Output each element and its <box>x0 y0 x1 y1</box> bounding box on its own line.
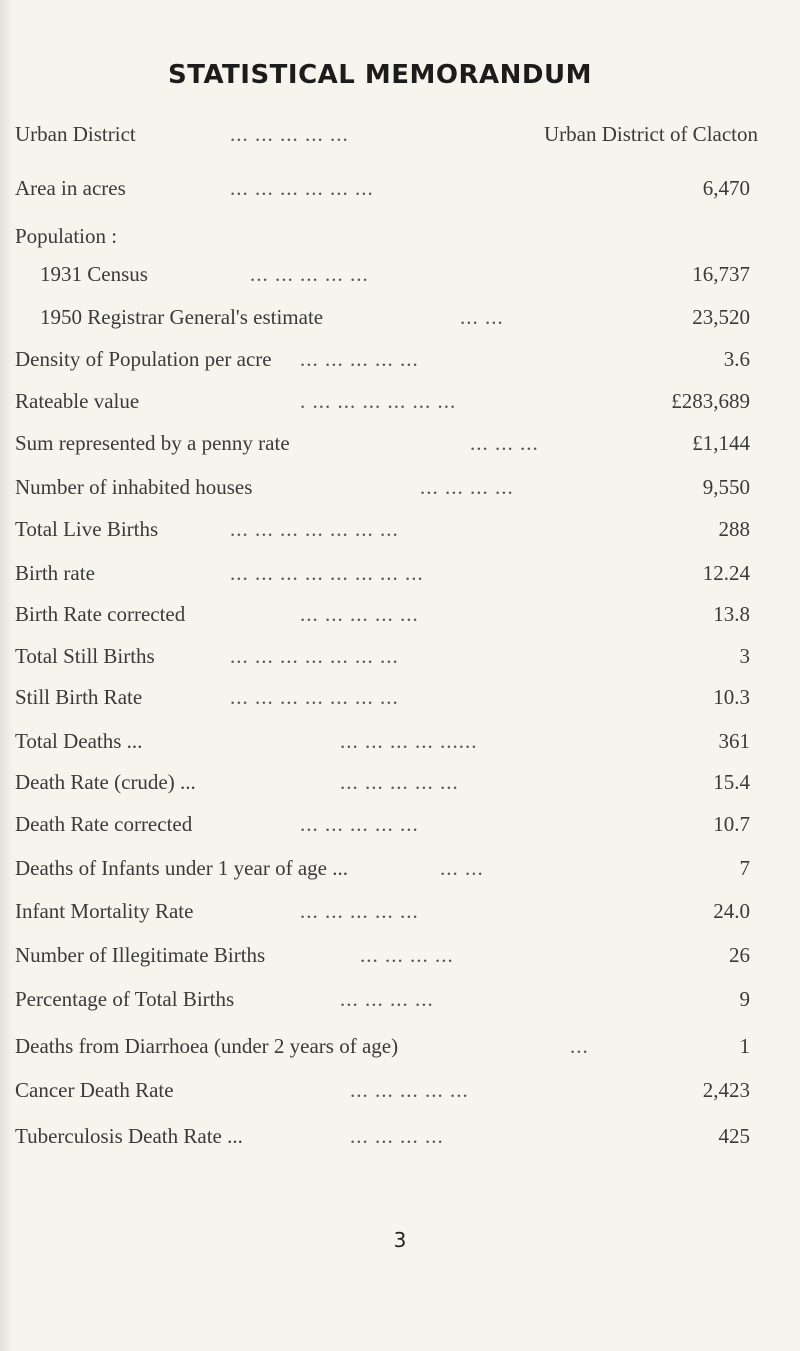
table-row <box>0 894 800 928</box>
table-row <box>0 765 800 799</box>
row-label: Cancer Death Rate <box>15 1078 174 1102</box>
table-row <box>0 384 800 418</box>
row-value: 9 <box>739 987 750 1011</box>
row-label: Sum represented by a penny rate <box>15 431 290 455</box>
row-value: 288 <box>718 517 750 541</box>
dot-leader: ... ... ... ... <box>420 475 514 499</box>
dot-leader: ... <box>570 1034 589 1058</box>
row-label: Deaths from Diarrhoea (under 2 years of age) <box>15 1034 399 1058</box>
dot-leader: ... ... ... ... ... <box>300 812 419 836</box>
row-label: Density of Population per acre <box>15 347 272 371</box>
row-value: 3.6 <box>723 347 750 371</box>
row-label: Death Rate (crude) ... <box>15 770 196 794</box>
row-value: 3 <box>739 644 750 668</box>
page-number: 3 <box>393 1228 407 1252</box>
row-value: 10.7 <box>713 812 750 836</box>
row-label: Urban District <box>15 122 136 146</box>
row-value: 15.4 <box>713 770 750 794</box>
table-row <box>0 257 800 291</box>
row-value: 2,423 <box>702 1078 750 1102</box>
dot-leader: ... ... <box>440 856 484 880</box>
row-value: 10.3 <box>713 685 750 709</box>
table-row <box>0 426 800 460</box>
table-row <box>0 938 800 972</box>
dot-leader: ... ... ... ... ... <box>350 1078 469 1102</box>
row-label: Area in acres <box>15 176 126 200</box>
row-label: Total Live Births <box>15 517 159 541</box>
row-value: 361 <box>718 729 750 753</box>
row-label: Number of Illegitimate Births <box>15 943 266 967</box>
table-row <box>0 639 800 673</box>
table-row <box>0 219 800 253</box>
row-label: Still Birth Rate <box>15 685 143 709</box>
row-value: 24.0 <box>713 899 750 923</box>
row-value: 12.24 <box>702 561 750 585</box>
row-label: Percentage of Total Births <box>15 987 235 1011</box>
dot-leader: . ... ... ... ... ... ... <box>300 389 457 413</box>
table-row <box>0 724 800 758</box>
dot-leader: ... ... ... ... ... ... ... <box>230 517 399 541</box>
table-row <box>0 300 800 334</box>
row-label: Infant Mortality Rate <box>15 899 194 923</box>
row-value: Urban District of Clacton <box>543 122 758 146</box>
table-row <box>0 807 800 841</box>
row-value: 26 <box>729 943 750 967</box>
row-value: 1 <box>739 1034 750 1058</box>
row-value: 425 <box>718 1124 750 1148</box>
table-row <box>0 851 800 885</box>
dot-leader: ... ... ... ... ... <box>300 899 419 923</box>
table-row <box>0 982 800 1016</box>
table-row <box>0 342 800 376</box>
dot-leader: ... ... ... ... <box>340 987 434 1011</box>
table-row <box>0 1119 800 1153</box>
row-label: Deaths of Infants under 1 year of age ... <box>15 856 348 880</box>
dot-leader: ... ... ... <box>470 431 539 455</box>
dot-leader: ... ... ... ... ... ... ... ... <box>230 561 424 585</box>
row-value: 16,737 <box>692 262 750 286</box>
dot-leader: ... ... ... ... ... <box>230 122 349 146</box>
row-label: Total Deaths ... <box>15 729 143 753</box>
row-label: 1931 Census <box>40 262 148 286</box>
table-row <box>0 470 800 504</box>
table-row <box>0 117 800 151</box>
dot-leader: ... ... <box>460 305 504 329</box>
row-label: Tuberculosis Death Rate ... <box>15 1124 243 1148</box>
row-label: Birth rate <box>15 561 95 585</box>
table-row <box>0 1029 800 1063</box>
row-value: 6,470 <box>702 176 750 200</box>
row-label: Birth Rate corrected <box>15 602 186 626</box>
table-row <box>0 171 800 205</box>
table-row <box>0 597 800 631</box>
dot-leader: ... ... ... ... ... ... ... <box>230 644 399 668</box>
row-value: 9,550 <box>702 475 750 499</box>
row-label: 1950 Registrar General's estimate <box>40 305 324 329</box>
table-row <box>0 680 800 714</box>
dot-leader: ... ... ... ... ... <box>340 770 459 794</box>
dot-leader: ... ... ... ... ... ... <box>230 176 374 200</box>
row-label: Death Rate corrected <box>15 812 193 836</box>
row-label: Rateable value <box>15 389 140 413</box>
table-row <box>0 512 800 546</box>
row-value: 7 <box>739 856 750 880</box>
table-row <box>0 1073 800 1107</box>
row-value: 23,520 <box>692 305 750 329</box>
row-label: Number of inhabited houses <box>15 475 253 499</box>
row-label: Population : <box>15 224 118 248</box>
dot-leader: ... ... ... ... <box>360 943 454 967</box>
row-value: £1,144 <box>692 431 750 455</box>
dot-leader: ... ... ... ... <box>350 1124 444 1148</box>
dot-leader: ... ... ... ... ... <box>300 347 419 371</box>
row-value: 13.8 <box>713 602 750 626</box>
row-value: £283,689 <box>671 389 750 413</box>
dot-leader: ... ... ... ... ...... <box>340 729 478 753</box>
dot-leader: ... ... ... ... ... <box>300 602 419 626</box>
document-title: STATISTICAL MEMORANDUM <box>168 60 592 90</box>
row-label: Total Still Births <box>15 644 155 668</box>
dot-leader: ... ... ... ... ... ... ... <box>230 685 399 709</box>
dot-leader: ... ... ... ... ... <box>250 262 369 286</box>
table-row <box>0 556 800 590</box>
